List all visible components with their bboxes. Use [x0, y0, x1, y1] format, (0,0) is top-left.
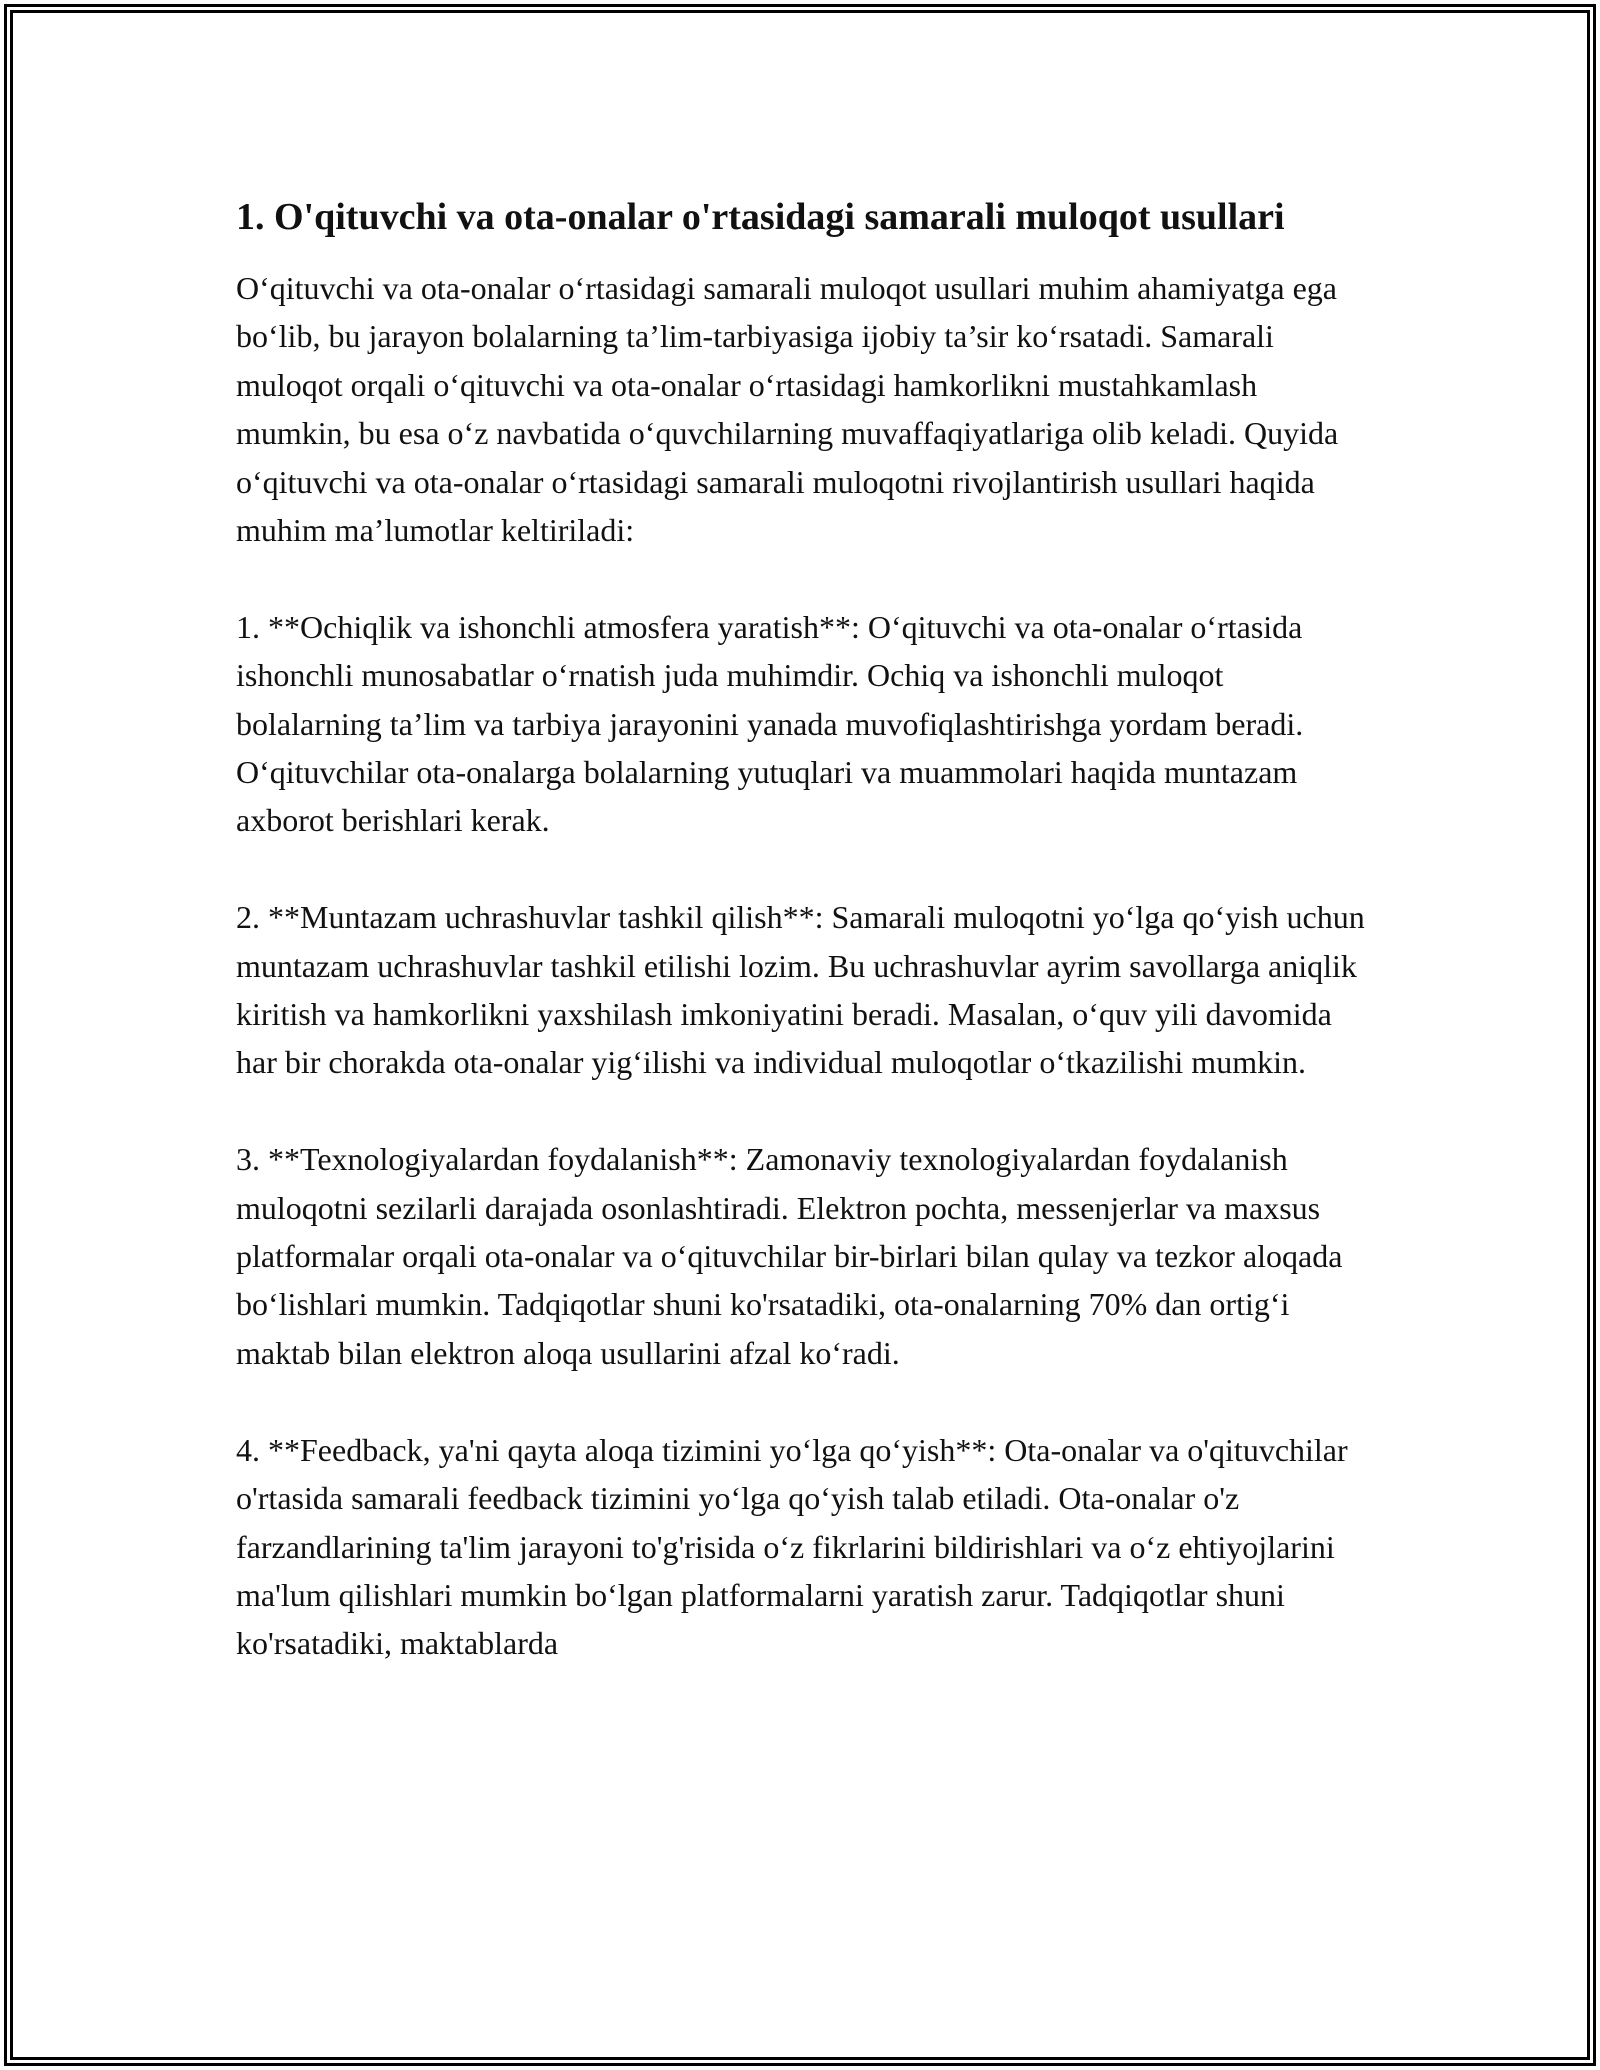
section-heading: 1. O'qituvchi va ota-onalar o'rtasidagi samarali muloqot usullari [236, 196, 1285, 238]
point-1-paragraph: 1. **Ochiqlik va ishonchli atmosfera yaratish**: O‘qituvchi va ota-onalar o‘rtasida ishonchli munosabatlar o‘rnatish juda muhimdir. Ochiq va ishonchli muloqot bolalarning ta’lim va tarbiya jarayonini yanada muvofiqlashtirishga yordam beradi. O‘qituvchilar ota-onalarga bolalarning yutuqlari va muammolari haqida muntazam axborot berishlari kerak. [236, 608, 1304, 839]
point-3-paragraph: 3. **Texnologiyalardan foydalanish**: Zamonaviy texnologiyalardan foydalanish muloqotni sezilarli darajada osonlashtiradi. Elektron pochta, messenjerlar va maxsus platformalar orqali ota-onalar va o‘qituvchilar bir-birlari bilan qulay va tezkor aloqada bo‘lishlari mumkin. Tadqiqotlar shuni ko'rsatadiki, ota-onalarning 70% dan ortig‘i maktab bilan elektron aloqa usullarini afzal ko‘radi. [236, 1141, 1343, 1371]
point-2-paragraph: 2. **Muntazam uchrashuvlar tashkil qilish**: Samarali muloqotni yo‘lga qo‘yish uchun muntazam uchrashuvlar tashkil etilishi lozim. Bu uchrashuvlar ayrim savollarga aniqlik kiritish va hamkorlikni yaxshilash imkoniyatini beradi. Masalan, o‘quv yili davomida har bir chorakda ota-onalar yig‘ilishi va individual muloqotlar o‘tkazilishi mumkin. [236, 899, 1365, 1081]
document-content [236, 190, 1366, 1716]
point-4-paragraph: 4. **Feedback, ya'ni qayta aloqa tizimini yo‘lga qo‘yish**: Ota-onalar va o'qituvchilar o'rtasida samarali feedback tizimini yo‘lga qo‘yish talab etiladi. Ota-onalar o'z farzandlarining ta'lim jarayoni to'g'risida o‘z fikrlarini bildirishlari va o‘z ehtiyojlarini ma'lum qilishlari mumkin bo‘lgan platformalarni yaratish zarur. Tadqiqotlar shuni ko'rsatadiki, maktablarda [236, 1431, 1348, 1662]
intro-paragraph: O‘qituvchi va ota-onalar o‘rtasidagi samarali muloqot usullari muhim ahamiyatga ega bo‘lib, bu jarayon bolalarning ta’lim-tarbiyasiga ijobiy ta’sir ko‘rsatadi. Samarali muloqot orqali o‘qituvchi va ota-onalar o‘rtasidagi hamkorlikni mustahkamlash mumkin, bu esa o‘z navbatida o‘quvchilarning muvaffaqiyatlariga olib keladi. Quyida o‘qituvchi va ota-onalar o‘rtasidagi samarali muloqotni rivojlantirish usullari haqida muhim ma’lumotlar keltiriladi: [236, 270, 1339, 549]
